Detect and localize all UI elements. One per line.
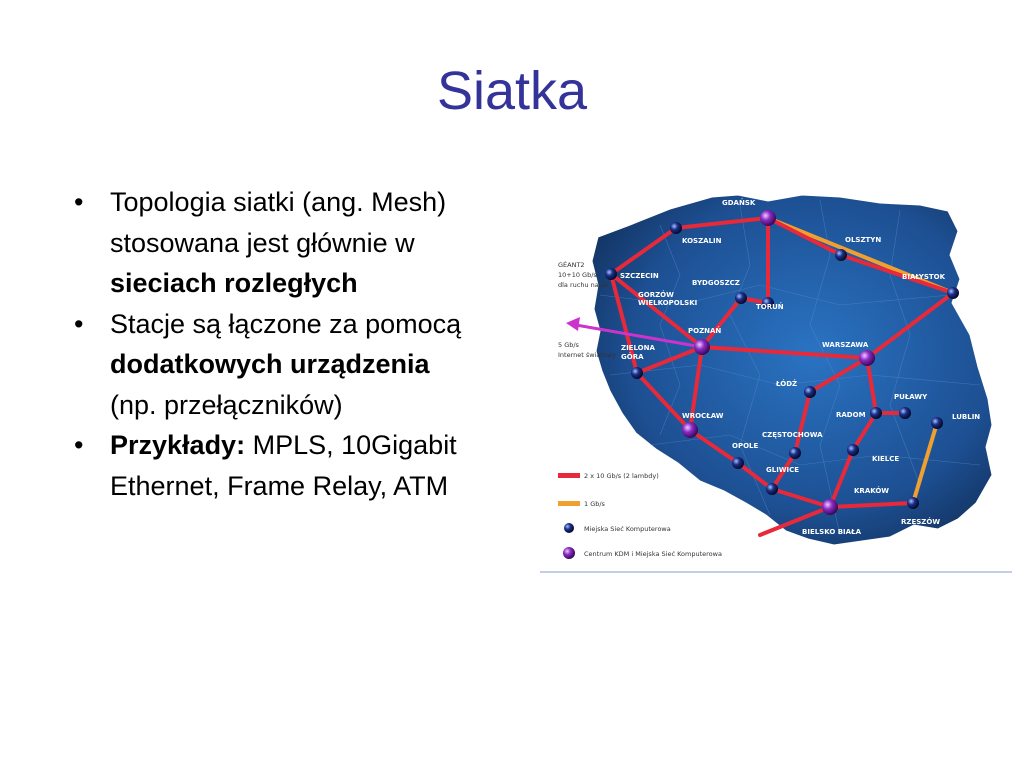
- legend-orange-swatch: [558, 501, 580, 506]
- label-torun: TORUŃ: [756, 303, 784, 311]
- bullet-bold-text: dodatkowych urządzenia: [110, 349, 430, 379]
- label-gliwice: GLIWICE: [766, 466, 800, 474]
- node-koszalin: [670, 222, 682, 234]
- label-bydgoszcz: BYDGOSZCZ: [692, 279, 740, 287]
- node-olsztyn: [835, 249, 847, 261]
- label-internet: Internet światowy: [558, 351, 617, 359]
- bullet-bold-text: Przykłady:: [110, 430, 246, 460]
- bullet-text: MPLS, 10Gigabit Ethernet, Frame Relay, ATM: [110, 430, 457, 501]
- label-gora: GÓRA: [621, 353, 644, 361]
- label-olsztyn: OLSZTYN: [845, 236, 882, 244]
- label-bielsko-biala: BIELSKO BIAŁA: [802, 528, 861, 536]
- label-kielce: KIELCE: [872, 455, 900, 463]
- label-koszalin: KOSZALIN: [682, 237, 722, 245]
- poland-network-map: [540, 185, 1012, 577]
- legend-blue-text: Miejska Sieć Komputerowa: [584, 525, 671, 533]
- label-lodz: ŁÓDŹ: [776, 380, 798, 388]
- label-rzeszow: RZESZÓW: [901, 518, 941, 526]
- slide-title: Siatka: [436, 61, 588, 121]
- label-geant: GÉANT2: [558, 261, 585, 269]
- bullet-item-topology: [70, 182, 470, 304]
- bullet-item-stations: [70, 304, 470, 426]
- node-wroclaw: [682, 422, 698, 438]
- node-radom: [870, 407, 882, 419]
- bullet-bold-text: sieciach rozległych: [110, 268, 358, 298]
- node-lodz: [804, 386, 816, 398]
- node-rzeszow: [907, 497, 919, 509]
- label-bialystok: BIAŁYSTOK: [902, 273, 946, 281]
- label-gdansk: GDAŃSK: [722, 199, 756, 207]
- label-warszawa: WARSZAWA: [822, 341, 869, 349]
- label-geant-purpose: dla ruchu nauki: [558, 281, 609, 289]
- label-zielona: ZIELONA: [621, 344, 655, 352]
- bullet-text: Stacje są łączone za pomocą: [110, 308, 462, 339]
- map-legend: [558, 472, 722, 559]
- label-poznan: POZNAŃ: [688, 327, 722, 335]
- node-zielona-gora: [631, 367, 643, 379]
- label-krakow: KRAKÓW: [854, 487, 890, 495]
- legend-blue-node: [564, 523, 574, 533]
- node-kielce: [847, 444, 859, 456]
- bullet-text: Topologia siatki (ang. Mesh) stosowana jest głównie w: [110, 187, 447, 258]
- node-pulawy: [899, 407, 911, 419]
- node-poznan: [694, 339, 710, 355]
- label-opole: OPOLE: [732, 442, 759, 450]
- label-internet-speed: 5 Gb/s: [558, 341, 579, 349]
- label-wielkopolski: WIELKOPOLSKI: [638, 299, 698, 307]
- label-radom: RADOM: [836, 411, 866, 419]
- node-czestochowa: [789, 447, 801, 459]
- node-szczecin: [605, 268, 617, 280]
- node-warszawa: [859, 350, 875, 366]
- poland-land: [592, 195, 992, 545]
- legend-red-text: 2 x 10 Gb/s (2 lambdy): [584, 472, 659, 480]
- legend-red-swatch: [558, 473, 580, 478]
- label-pulawy: PUŁAWY: [894, 393, 928, 401]
- node-gliwice: [766, 483, 778, 495]
- label-lublin: LUBLIN: [952, 413, 981, 421]
- label-gorzow: GORZÓW: [638, 291, 674, 299]
- legend-purple-node: [563, 547, 575, 559]
- node-krakow: [822, 499, 838, 515]
- node-opole: [732, 457, 744, 469]
- legend-purple-text: Centrum KDM i Miejska Sieć Komputerowa: [584, 550, 722, 558]
- network-map-image: [540, 185, 1012, 577]
- node-bydgoszcz: [735, 292, 747, 304]
- label-szczecin: SZCZECIN: [620, 272, 659, 280]
- bullet-text: (np. przełączników): [110, 389, 343, 420]
- label-geant-speed: 10+10 Gb/s: [558, 271, 597, 279]
- node-lublin: [931, 417, 943, 429]
- node-gdansk: [760, 210, 776, 226]
- label-czestochowa: CZĘSTOCHOWA: [762, 431, 823, 439]
- bullet-item-examples: [70, 425, 470, 506]
- node-bialystok: [947, 287, 959, 299]
- legend-orange-text: 1 Gb/s: [584, 500, 605, 508]
- label-wroclaw: WROCŁAW: [682, 412, 724, 420]
- bullet-list: [70, 182, 470, 506]
